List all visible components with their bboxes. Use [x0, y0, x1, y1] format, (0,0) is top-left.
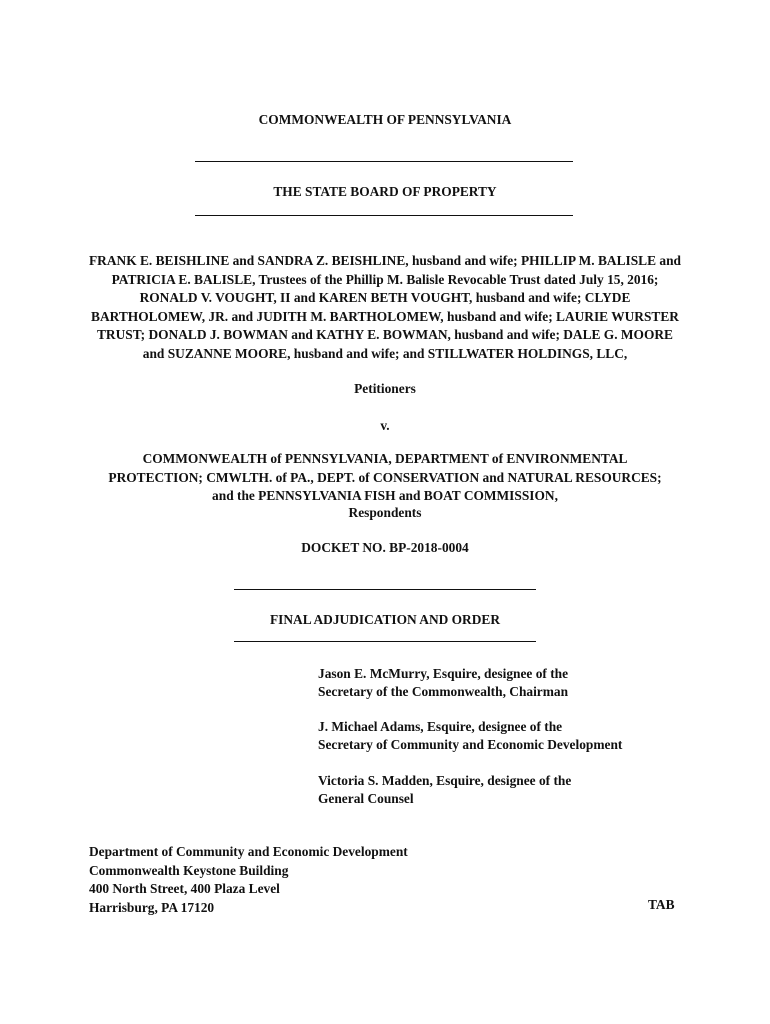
petitioners-label: Petitioners: [354, 381, 416, 396]
board-member-line: General Counsel: [318, 791, 414, 806]
respondents-label: Respondents: [348, 505, 422, 520]
docket-number: DOCKET NO. BP-2018-0004: [301, 540, 469, 555]
divider-rule: [195, 215, 573, 216]
board-member-line: Victoria S. Madden, Esquire, designee of the: [318, 773, 572, 788]
versus-label: v.: [380, 418, 390, 433]
address-line: Department of Community and Economic Development: [89, 844, 408, 859]
order-title: FINAL ADJUDICATION AND ORDER: [269, 612, 501, 627]
board-member-entry: [318, 665, 738, 701]
board-member-line: J. Michael Adams, Esquire, designee of the: [318, 719, 563, 734]
respondents-caption: COMMONWEALTH of PENNSYLVANIA, DEPARTMENT of ENVIRONMENTAL PROTECTION; CMWLTH. of PA., DEPT. of CONSERVATION and NATURAL RESOURCES; and the PENNSYLVANIA FISH and BOAT COMMISSION,: [108, 451, 662, 504]
address-line: 400 North Street, 400 Plaza Level: [89, 881, 280, 897]
divider-rule: [234, 641, 536, 642]
board-member-line: Jason E. McMurry, Esquire, designee of the: [318, 666, 569, 681]
board-heading: THE STATE BOARD OF PROPERTY: [273, 184, 497, 199]
board-member-line: Secretary of the Commonwealth, Chairman: [318, 684, 569, 699]
divider-rule: [234, 589, 536, 590]
office-address: [89, 843, 509, 917]
petitioners-caption: FRANK E. BEISHLINE and SANDRA Z. BEISHLINE, husband and wife; PHILLIP M. BALISLE and PATRICIA E. BALISLE, Trustees of the Phillip M. Balisle Revocable Trust dated July 15, 2016; RONALD V. VOUGHT, II and KAREN BETH VOUGHT, husband and wife; CLYDE BARTHOLOMEW, JR. and JUDITH M. BARTHOLOMEW, husband and wife; LAURIE WURSTER TRUST; DONALD J. BOWMAN and KATHY E. BOWMAN, husband and wife; DALE G. MOORE and SUZANNE MOORE, husband and wife; and STILLWATER HOLDINGS, LLC,: [89, 253, 681, 361]
board-member-entry: [318, 772, 738, 808]
address-line: Commonwealth Keystone Building: [89, 862, 289, 878]
divider-rule: [195, 161, 573, 162]
tab-label: TAB: [648, 897, 675, 912]
commonwealth-heading: COMMONWEALTH OF PENNSYLVANIA: [258, 112, 512, 127]
board-member-entry: [318, 718, 738, 754]
board-member-line: Secretary of Community and Economic Development: [318, 737, 623, 752]
address-line: Harrisburg, PA 17120: [89, 899, 215, 915]
